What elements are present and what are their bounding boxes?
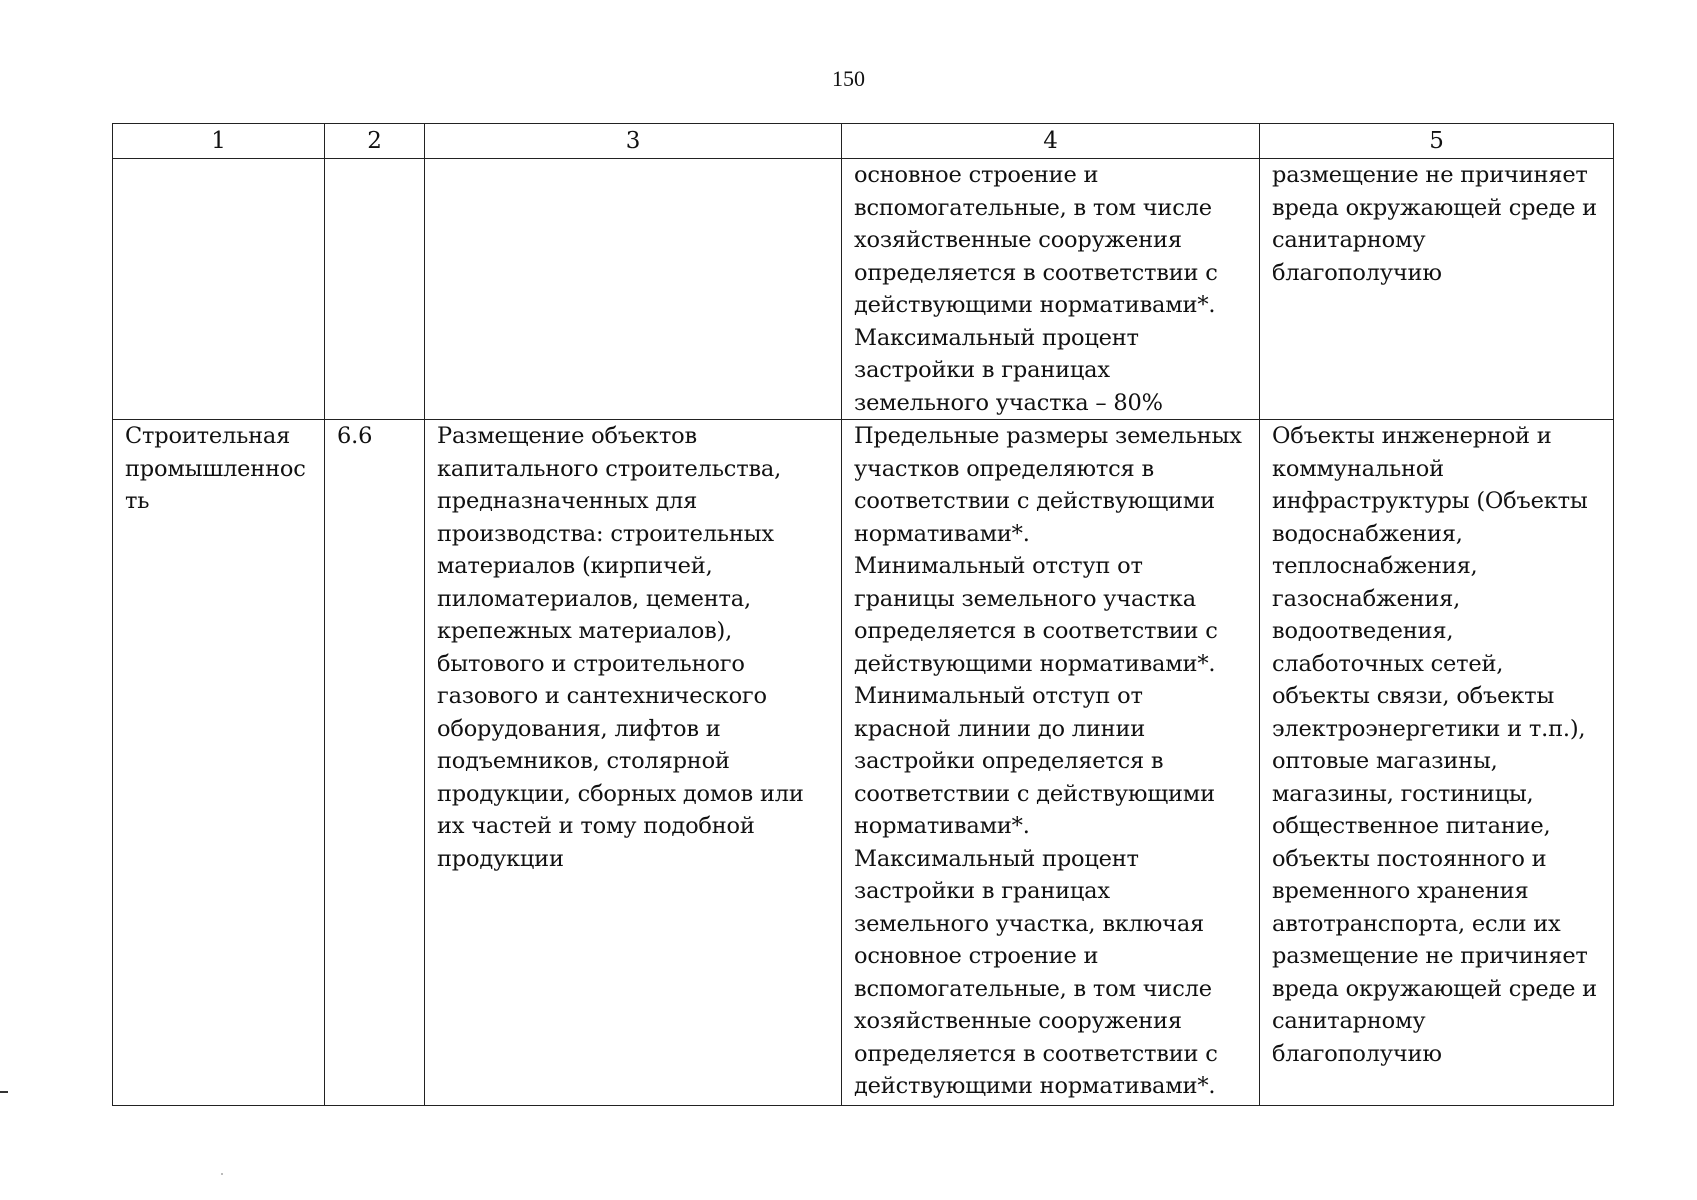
cell-text-line: размещение не причиняет — [1272, 162, 1588, 188]
cell-text-line: теплоснабжения, — [1272, 553, 1478, 579]
cell-text-line: бытового и строительного — [437, 650, 745, 677]
cell-text-line: крепежных материалов), — [437, 618, 733, 644]
cell-text-line: их частей и тому подобной — [437, 813, 755, 839]
cell-auxiliary-uses — [1260, 159, 1614, 420]
cell-text-line: оборудования, лифтов и — [437, 715, 721, 742]
cell-text-line: Объекты инженерной и — [1272, 423, 1552, 449]
table-row — [113, 420, 1614, 1106]
cell-text-line: временного хранения — [1272, 878, 1529, 904]
cell-text-line: объекты связи, объекты — [1272, 683, 1555, 709]
cell-text-line: действующими нормативами*. — [854, 650, 1216, 677]
header-cell-5: 5 — [1260, 124, 1614, 159]
table-header-row — [113, 124, 1614, 159]
cell-text-line: капитального строительства, — [437, 455, 782, 482]
cell-text-line: действующими нормативами*. — [854, 292, 1216, 318]
cell-text-line: соответствии с действующими — [854, 488, 1215, 514]
cell-text-line: Размещение объектов — [437, 423, 697, 449]
cell-text-line: застройки в границах — [854, 878, 1110, 904]
cell-text-line: производства: строительных — [437, 520, 774, 547]
cell-text-line: санитарному — [1272, 227, 1426, 253]
cell-text-line: водоснабжения, — [1272, 520, 1463, 547]
cell-text-line: хозяйственные сооружения — [854, 1008, 1182, 1034]
cell-text-line: определяется в соответствии с — [854, 1040, 1218, 1067]
page-number: 150 — [832, 66, 865, 91]
cell-text-line: благополучию — [1272, 259, 1442, 286]
cell-text-line: автотранспорта, если их — [1272, 910, 1561, 937]
cell-text-line: Максимальный процент — [854, 845, 1139, 872]
cell-text-line: застройки в границах — [854, 357, 1110, 383]
header-cell-1: 1 — [113, 124, 325, 159]
cell-text-line: благополучию — [1272, 1040, 1442, 1067]
cell-text-line: соответствии с действующими — [854, 780, 1215, 807]
cell-use-code — [325, 159, 425, 420]
cell-text-line: материалов (кирпичей, — [437, 553, 713, 579]
cell-text-line: хозяйственные сооружения — [854, 227, 1182, 253]
cell-use-description — [425, 159, 842, 420]
cell-text-line: пиломатериалов, цемента, — [437, 585, 751, 612]
cell-text-line: продукции, сборных домов или — [437, 780, 804, 807]
cell-text-line: участков определяются в — [854, 455, 1154, 482]
cell-text-line: подъемников, столярной — [437, 748, 730, 774]
cell-use-name — [113, 159, 325, 420]
cell-text-line: застройки определяется в — [854, 748, 1164, 774]
cell-text-line: газового и сантехнического — [437, 683, 767, 709]
regulations-table — [112, 123, 1614, 1106]
cell-limit-parameters — [842, 159, 1260, 420]
cell-text-line: земельного участка – 80% — [854, 389, 1163, 416]
cell-text-line: нормативами*. — [854, 813, 1030, 839]
cell-text-line: Минимальный отступ от — [854, 683, 1143, 709]
cell-text-line: основное строение и — [854, 162, 1099, 188]
cell-text-line: общественное питание, — [1272, 813, 1551, 839]
cell-text-line: Предельные размеры земельных — [854, 423, 1242, 449]
cell-text-line: земельного участка, включая — [854, 910, 1205, 937]
cell-text-line: Минимальный отступ от — [854, 553, 1143, 579]
cell-text-line: ть — [125, 488, 150, 514]
header-cell-4: 4 — [842, 124, 1260, 159]
cell-text-line: вспомогательные, в том числе — [854, 194, 1212, 221]
cell-text-line: санитарному — [1272, 1008, 1426, 1034]
cell-text-line: вспомогательные, в том числе — [854, 975, 1212, 1002]
cell-text-line: электроэнергетики и т.п.), — [1272, 715, 1586, 742]
cell-text-line: вреда окружающей среде и — [1272, 194, 1597, 221]
cell-auxiliary-uses — [1260, 420, 1614, 1106]
cell-text-line: 6.6 — [337, 423, 373, 449]
header-cell-3: 3 — [425, 124, 842, 159]
cell-text-line: коммунальной — [1272, 455, 1444, 482]
table-row — [113, 159, 1614, 420]
cell-text-line: продукции — [437, 845, 564, 872]
header-cell-2: 2 — [325, 124, 425, 159]
cell-text-line: вреда окружающей среде и — [1272, 975, 1597, 1002]
cell-text-line: оптовые магазины, — [1272, 748, 1498, 774]
cell-text-line: газоснабжения, — [1272, 585, 1461, 612]
cell-text-line: промышленнос — [125, 455, 306, 482]
cell-use-description — [425, 420, 842, 1106]
scan-speck — [221, 1173, 223, 1175]
cell-text-line: объекты постоянного и — [1272, 845, 1547, 872]
cell-text-line: предназначенных для — [437, 488, 698, 514]
cell-text-line: действующими нормативами*. — [854, 1073, 1216, 1099]
cell-use-code — [325, 420, 425, 1106]
cell-text-line: нормативами*. — [854, 520, 1030, 547]
cell-text-line: красной линии до линии — [854, 715, 1146, 742]
cell-text-line: определяется в соответствии с — [854, 618, 1218, 644]
cell-limit-parameters — [842, 420, 1260, 1106]
cell-text-line: Максимальный процент — [854, 324, 1139, 351]
cell-text-line: водоотведения, — [1272, 618, 1454, 644]
cell-text-line: магазины, гостиницы, — [1272, 780, 1534, 807]
cell-text-line: определяется в соответствии с — [854, 259, 1218, 286]
cell-text-line: слаботочных сетей, — [1272, 650, 1504, 677]
cell-text-line: основное строение и — [854, 943, 1099, 969]
cell-text-line: границы земельного участка — [854, 585, 1196, 612]
cell-use-name — [113, 420, 325, 1106]
cell-text-line: размещение не причиняет — [1272, 943, 1588, 969]
scan-margin-mark — [0, 1091, 8, 1093]
cell-text-line: Строительная — [125, 423, 291, 449]
cell-text-line: инфраструктуры (Объекты — [1272, 488, 1588, 514]
